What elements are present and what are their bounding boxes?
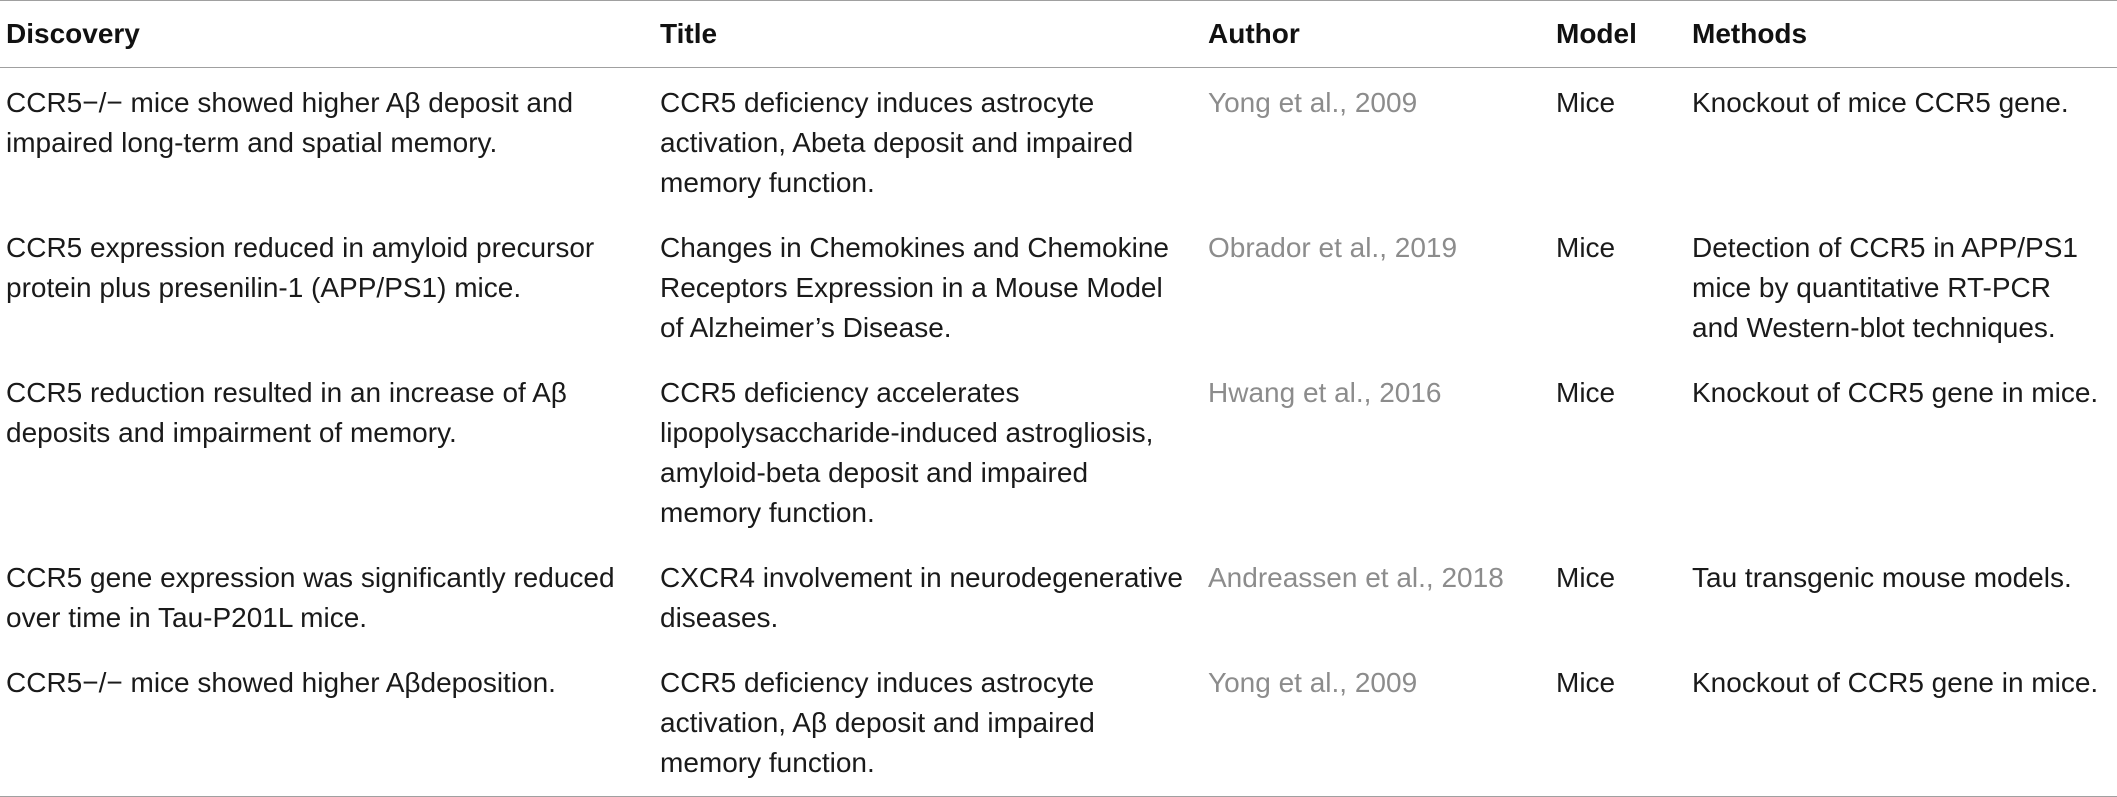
cell-model: Mice [1556, 232, 1616, 263]
cell-methods: Knockout of mice CCR5 gene. [1692, 87, 2069, 118]
table-row [0, 358, 2117, 543]
cell-discovery: CCR5−/− mice showed higher Aβdeposition. [6, 667, 556, 698]
cell-methods: Knockout of CCR5 gene in mice. [1692, 667, 2099, 698]
cell-author-link[interactable]: Yong et al., 2009 [1208, 667, 1418, 698]
header-methods: Methods [1692, 18, 1808, 49]
cell-author-link[interactable]: Hwang et al., 2016 [1208, 377, 1442, 408]
cell-title: Changes in Chemokines and Chemokine Receptors Expression in a Mouse Model of Alzheimer’s Disease. [660, 232, 1169, 343]
cell-discovery: CCR5 expression reduced in amyloid precursor protein plus presenilin-1 (APP/PS1) mice. [6, 232, 595, 303]
cell-model: Mice [1556, 87, 1616, 118]
cell-discovery: CCR5−/− mice showed higher Aβ deposit and impaired long-term and spatial memory. [6, 87, 574, 158]
table-header [0, 1, 2117, 68]
cell-author-link[interactable]: Andreassen et al., 2018 [1208, 562, 1504, 593]
table-row [0, 543, 2117, 648]
header-title: Title [660, 18, 718, 49]
table-row [0, 68, 2117, 214]
cell-methods: Detection of CCR5 in APP/PS1 mice by quantitative RT-PCR and Western-blot techniques. [1692, 232, 2078, 343]
cell-title: CXCR4 involvement in neurodegenerative diseases. [660, 562, 1183, 633]
cell-title: CCR5 deficiency induces astrocyte activation, Aβ deposit and impaired memory function. [660, 667, 1095, 778]
cell-discovery: CCR5 gene expression was significantly reduced over time in Tau-P201L mice. [6, 562, 615, 633]
header-discovery: Discovery [6, 18, 140, 49]
header-author: Author [1208, 18, 1300, 49]
cell-model: Mice [1556, 377, 1616, 408]
header-row [0, 1, 2117, 68]
cell-discovery: CCR5 reduction resulted in an increase of Aβ deposits and impairment of memory. [6, 377, 567, 448]
cell-author-link[interactable]: Yong et al., 2009 [1208, 87, 1418, 118]
header-model: Model [1556, 18, 1637, 49]
cell-model: Mice [1556, 667, 1616, 698]
cell-title: CCR5 deficiency induces astrocyte activation, Abeta deposit and impaired memory function. [660, 87, 1134, 198]
cell-methods: Knockout of CCR5 gene in mice. [1692, 377, 2099, 408]
table-body [0, 68, 2117, 797]
cell-model: Mice [1556, 562, 1616, 593]
cell-methods: Tau transgenic mouse models. [1692, 562, 2072, 593]
table-row [0, 648, 2117, 797]
cell-author-link[interactable]: Obrador et al., 2019 [1208, 232, 1458, 263]
cell-title: CCR5 deficiency accelerates lipopolysaccharide-induced astrogliosis, amyloid-beta deposit and impaired memory function. [660, 377, 1154, 528]
table-row [0, 213, 2117, 358]
